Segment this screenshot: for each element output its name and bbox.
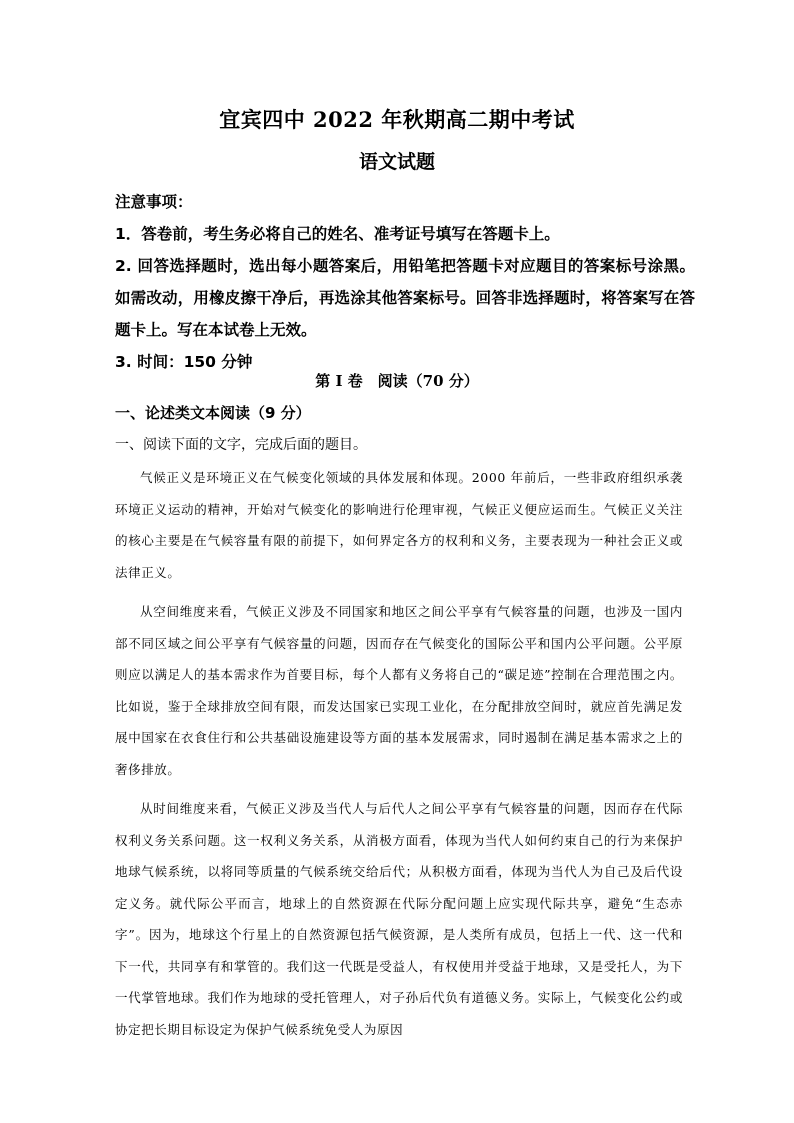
note-item-3: 3. 时间：150 分钟 bbox=[115, 353, 253, 371]
page-title: 宜宾四中 2022 年秋期高二期中考试 bbox=[219, 107, 575, 132]
notes-block bbox=[115, 186, 695, 378]
section-heading: 一、论述类文本阅读（9 分） bbox=[115, 404, 311, 422]
reading-passage bbox=[115, 462, 683, 1053]
section-instruction: 一、阅读下面的文字，完成后面的题目。 bbox=[115, 437, 367, 453]
note-item-1: 1．答卷前，考生务必将自己的姓名、准考证号填写在答题卡上。 bbox=[115, 225, 560, 243]
note-item-2: 2. 回答选择题时，选出每小题答案后，用铅笔把答题卡对应题目的答案标号涂黑。如需改动，用橡皮擦干净后，再选涂其他答案标号。回答非选择题时，将答案写在答题卡上。写在本试卷上无效。 bbox=[115, 257, 695, 339]
part-heading: 第 I 卷 阅读（70 分） bbox=[315, 372, 479, 390]
passage-paragraph-1: 气候正义是环境正义在气候变化领域的具体发展和体现。2000 年前后，一些非政府组织承袭环境正义运动的精神，开始对气候变化的影响进行伦理审视，气候正义便应运而生。气候正义关注的核心主要是在气候容量有限的前提下，如何界定各方的权利和义务，主要表现为一种社会正义或法律正义。 bbox=[115, 470, 683, 580]
passage-paragraph-2: 从空间维度来看，气候正义涉及不同国家和地区之间公平享有气候容量的问题，也涉及一国内部不同区域之间公平享有气候容量的问题，因而存在气候变化的国际公平和国内公平问题。公平原则应以满足人的基本需求作为首要目标，每个人都有义务将自己的“碳足迹”控制在合理范围之内。比如说，鉴于全球排放空间有限，而发达国家已实现工业化，在分配排放空间时，就应首先满足发展中国家在衣食住行和公共基础设施建设等方面的基本发展需求，同时遏制在满足基本需求之上的奢侈排放。 bbox=[115, 604, 683, 777]
notes-heading: 注意事项： bbox=[115, 193, 193, 211]
passage-paragraph-3: 从时间维度来看，气候正义涉及当代人与后代人之间公平享有气候容量的问题，因而存在代际权利义务关系问题。这一权利义务关系，从消极方面看，体现为当代人如何约束自己的行为来保护地球气候系统，以将同等质量的气候系统交给后代；从积极方面看，体现为当代人为自己及后代设定义务。就代际公平而言，地球上的自然资源在代际分配问题上应实现代际共享，避免“生态赤字”。因为，地球这个行星上的自然资源包括气候资源，是人类所有成员，包括上一代、这一代和下一代，共同享有和掌管的。我们这一代既是受益人，有权使用并受益于地球，又是受托人，为下一代掌管地球。我们作为地球的受托管理人，对子孙后代负有道德义务。实际上，气候变化公约或协定把长期目标设定为保护气候系统免受人为原因 bbox=[115, 801, 683, 1037]
page-subtitle: 语文试题 bbox=[358, 151, 435, 173]
